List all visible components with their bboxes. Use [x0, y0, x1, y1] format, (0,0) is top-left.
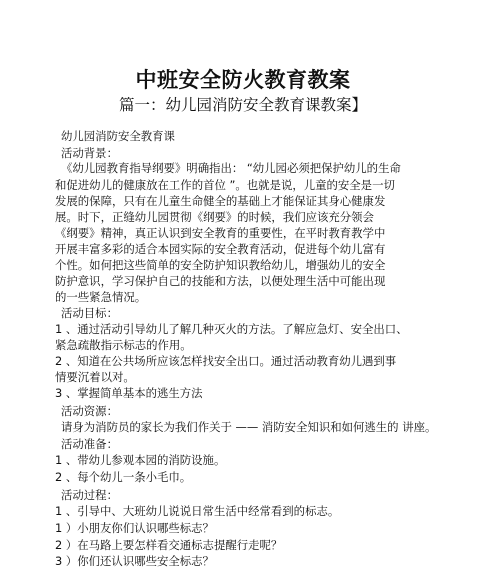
body-line: 情要沉着以对。	[55, 370, 135, 384]
body-line: 1 ）小朋友你们认识哪些标志？	[55, 521, 214, 535]
body-line: 个性。如何把这些简单的安全防护知识教给幼儿，增强幼儿的安全	[55, 258, 386, 272]
body-line: 请身为消防员的家长为我们作关于 —— 消防安全知识和如何逃生的 讲座。	[61, 420, 437, 434]
body-line: 2 、知道在公共场所应该怎样找安全出口。通过活动教育幼儿遇到事	[55, 354, 397, 368]
body-line: 1 、带幼儿参观本园的消防设施。	[55, 453, 226, 467]
body-line: 活动过程：	[61, 488, 118, 502]
body-line: 活动背景：	[61, 146, 118, 160]
body-line: 3 ）你们还认识哪些安全标志？	[55, 554, 214, 568]
body-line: 活动资源：	[61, 404, 118, 418]
document-title: 中班安全防火教育教案	[135, 68, 351, 92]
document-subtitle: 篇一：幼儿园消防安全教育课教案】	[118, 96, 367, 114]
body-line: 和促进幼儿的健康放在工作的首位 ”。也就是说，儿童的安全是一切	[55, 178, 395, 192]
body-line: 活动目标：	[61, 306, 118, 320]
body-line: 发展的保障，只有在儿童生命健全的基础上才能保证其身心健康发	[55, 194, 386, 208]
body-line: 《纲要》精神，真正认识到安全教育的重要性，在平时教育教学中	[55, 226, 386, 240]
body-line: 活动准备：	[61, 437, 118, 451]
body-line: 1 、引导中、大班幼儿说说日常生活中经常看到的标志。	[55, 504, 340, 518]
body-line: 2 ）在马路上要怎样看交通标志提醒行走呢？	[55, 538, 283, 552]
body-line: 幼儿园消防安全教育课	[61, 129, 175, 143]
body-line: 防护意识，学习保护自己的技能和方法，以便处理生活中可能出现	[55, 274, 386, 288]
body-line: 《幼儿园教育指导纲要》明确指出： “幼儿园必须把保护幼儿的生命	[61, 161, 401, 175]
body-line: 开展丰富多彩的适合本园实际的安全教育活动，促进每个幼儿富有	[55, 242, 386, 256]
body-line: 展。时下，正缝幼儿园贯彻《纲要》的时候，我们应该充分领会	[55, 210, 374, 224]
body-line: 的一些紧急情况。	[55, 290, 147, 304]
body-line: 2 、每个幼儿一条小毛巾。	[55, 470, 192, 484]
body-line: 紧急疏散指示标志的作用。	[55, 338, 192, 352]
body-line: 3 、掌握简单基本的逃生方法	[55, 386, 203, 400]
body-line: 1 、通过活动引导幼儿了解几种灭火的方法。了解应急灯、安全出口、	[55, 322, 408, 336]
